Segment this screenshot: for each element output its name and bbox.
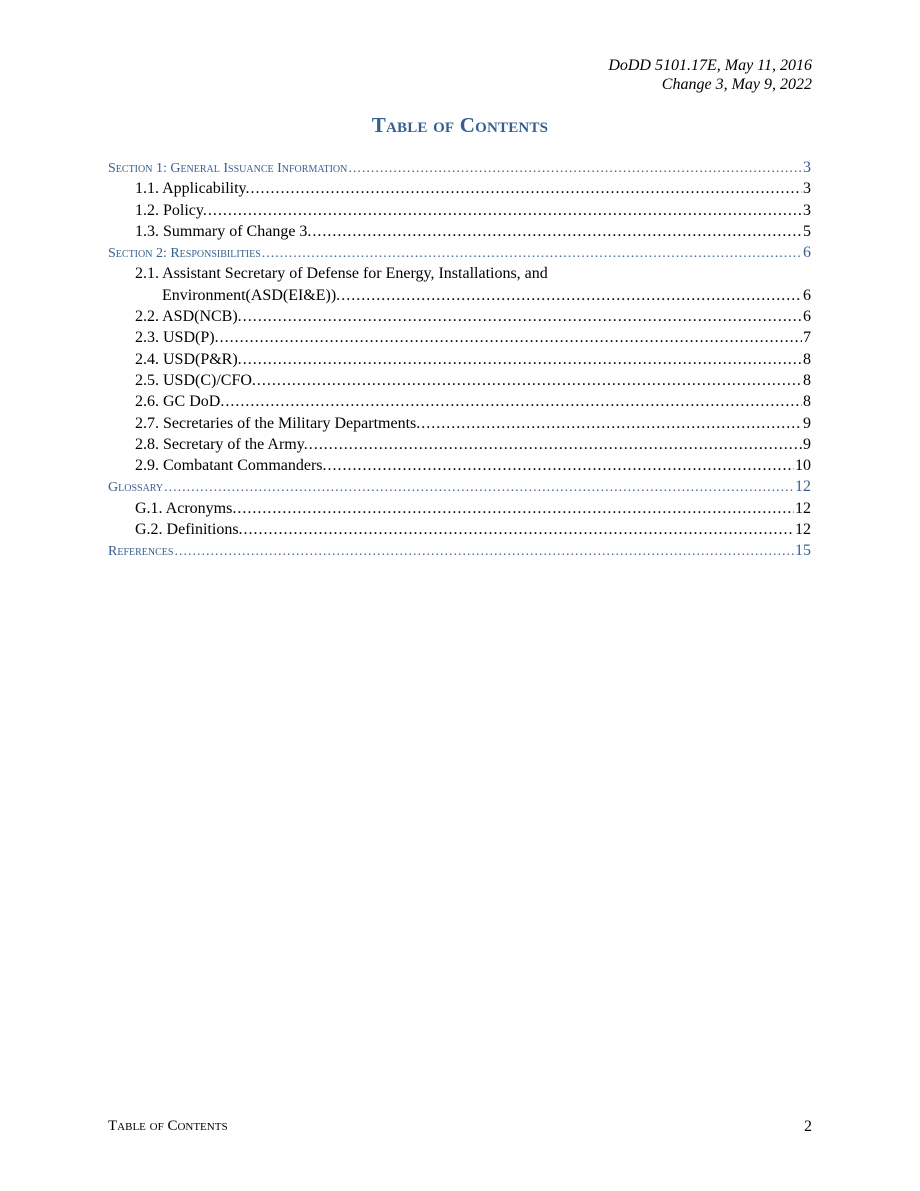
header-change-line: Change 3, May 9, 2022 (661, 76, 812, 93)
dot-leader (262, 243, 802, 264)
toc-entry-page: 9 (803, 414, 811, 432)
toc-entry-label: 1.3. Summary of Change 3. (135, 222, 312, 240)
dot-leader (225, 391, 802, 412)
toc-entry-1-3[interactable] (108, 221, 811, 242)
toc-entry-page: 12 (795, 499, 811, 517)
toc-entry-section-1[interactable] (108, 157, 811, 178)
dot-leader (421, 413, 802, 434)
toc-entry-page: 10 (795, 457, 811, 475)
toc-entry-label: 2.7. Secretaries of the Military Departments. (135, 414, 421, 432)
toc-entry-2-2[interactable] (108, 306, 811, 327)
toc-entry-page: 6 (803, 244, 811, 262)
dot-leader (251, 178, 802, 199)
toc-entry-page: 8 (803, 393, 811, 411)
toc-entry-label: 2.8. Secretary of the Army. (135, 435, 308, 453)
toc-entry-page: 12 (795, 478, 811, 496)
toc-entry-references[interactable] (108, 540, 811, 561)
toc-entry-page: 3 (803, 180, 811, 198)
toc-entry-2-8[interactable] (108, 434, 811, 455)
toc-entry-g-1[interactable] (108, 498, 811, 519)
toc-entry-label: 2.2. ASD(NCB). (135, 308, 242, 326)
toc-entry-1-2[interactable] (108, 200, 811, 221)
header-directive-line: DoDD 5101.17E, May 11, 2016 (608, 57, 812, 74)
toc-entry-page: 7 (803, 329, 811, 347)
toc-entry-label: 1.2. Policy. (135, 201, 207, 219)
toc-entry-page: 15 (795, 542, 811, 560)
dot-leader (237, 498, 794, 519)
toc-entry-label: Environment(ASD(EI&E)). (162, 286, 341, 304)
toc-entry-2-7[interactable] (108, 413, 811, 434)
toc-entry-2-6[interactable] (108, 391, 811, 412)
toc-entry-label: 2.4. USD(P&R). (135, 350, 242, 368)
document-header (608, 56, 812, 94)
toc-entry-label: G.2. Definitions. (135, 521, 243, 539)
dot-leader (220, 327, 802, 348)
dot-leader (244, 519, 794, 540)
dot-leader (257, 370, 802, 391)
toc-title: Table of Contents (371, 113, 549, 137)
dot-leader (208, 200, 802, 221)
toc-entry-label: 2.9. Combatant Commanders. (135, 457, 327, 475)
toc-entry-page: 9 (803, 435, 811, 453)
toc-entry-page: 6 (803, 308, 811, 326)
dot-leader (309, 434, 802, 455)
toc-entry-page: 3 (803, 201, 811, 219)
toc-entry-page: 5 (803, 222, 811, 240)
toc-entry-label: 2.1. Assistant Secretary of Defense for Energy, Installations, and (135, 265, 548, 283)
dot-leader (328, 455, 794, 476)
toc-entry-label: References (108, 544, 174, 560)
toc-entry-2-4[interactable] (108, 349, 811, 370)
toc-entry-2-5[interactable] (108, 370, 811, 391)
toc-entry-glossary[interactable] (108, 476, 811, 497)
toc-entry-page: 3 (803, 159, 811, 176)
dot-leader (174, 541, 794, 562)
dot-leader (243, 349, 802, 370)
toc-entry-page: 8 (803, 371, 811, 389)
dot-leader (341, 285, 802, 306)
toc-entry-label: 2.3. USD(P). (135, 329, 219, 347)
toc-entry-label: 2.5. USD(C)/CFO. (135, 371, 256, 389)
toc-entry-page: 8 (803, 350, 811, 368)
footer-page-number: 2 (804, 1118, 812, 1135)
toc-entry-label: Section 1: General Issuance Information (108, 161, 348, 176)
table-of-contents (108, 157, 811, 562)
toc-entry-label: Glossary (108, 480, 164, 496)
dot-leader (312, 221, 802, 242)
toc-entry-section-2[interactable] (108, 242, 811, 263)
toc-entry-page: 12 (795, 521, 811, 539)
toc-entry-page: 6 (803, 286, 811, 304)
toc-entry-2-3[interactable] (108, 327, 811, 348)
toc-entry-2-1-line1[interactable] (108, 263, 811, 284)
toc-entry-2-9[interactable] (108, 455, 811, 476)
toc-entry-label: G.1. Acronyms. (135, 499, 237, 517)
dot-leader (348, 158, 802, 179)
toc-entry-2-1-line2[interactable] (108, 285, 811, 306)
toc-entry-label: 2.6. GC DoD. (135, 393, 225, 411)
toc-entry-label: 1.1. Applicability. (135, 180, 250, 198)
toc-entry-1-1[interactable] (108, 178, 811, 199)
toc-entry-label: Section 2: Responsibilities (108, 246, 261, 262)
footer-section-title: Table of Contents (108, 1118, 228, 1134)
dot-leader (243, 306, 802, 327)
dot-leader (164, 477, 794, 498)
toc-entry-g-2[interactable] (108, 519, 811, 540)
